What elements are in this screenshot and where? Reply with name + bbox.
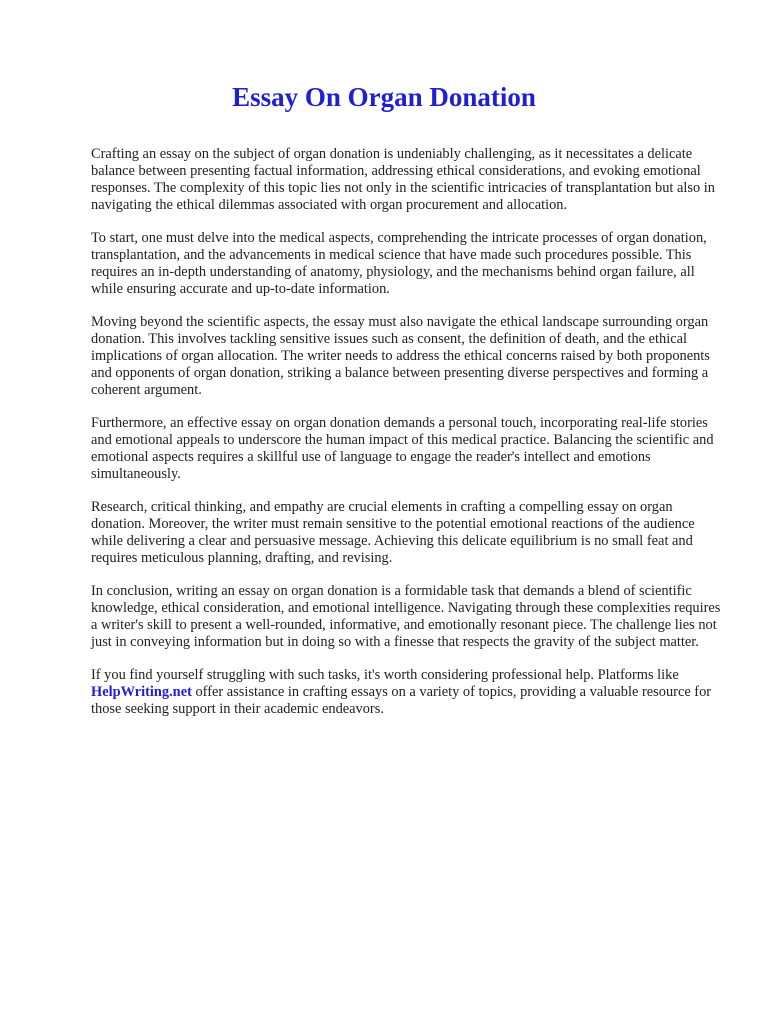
- closing-text-before-link: If you find yourself struggling with such tasks, it's worth considering professional help. Platforms like: [91, 667, 679, 683]
- essay-body: [91, 146, 723, 734]
- paragraph-medical: To start, one must delve into the medical aspects, comprehending the intricate processes of organ donation, transplantation, and the advancements in medical science that have made such procedures possible. This requires an in-depth understanding of anatomy, physiology, and the mechanisms behind organ failure, all while ensuring accurate and up-to-date information.: [91, 230, 707, 297]
- paragraph-personal: Furthermore, an effective essay on organ donation demands a personal touch, incorporating real-life stories and emotional appeals to underscore the human impact of this medical practice. Balancing the scientific and emotional aspects requires a skillful use of language to engage the reader's intellect and emotions simultaneously.: [91, 415, 714, 482]
- paragraph-ethical: Moving beyond the scientific aspects, the essay must also navigate the ethical landscape surrounding organ donation. This involves tackling sensitive issues such as consent, the definition of death, and the ethical implications of organ allocation. The writer needs to address the ethical concerns raised by both proponents and opponents of organ donation, striking a balance between presenting diverse perspectives and forming a coherent argument.: [91, 314, 710, 398]
- page-title: Essay On Organ Donation: [232, 82, 536, 112]
- helpwriting-link[interactable]: HelpWriting.net: [91, 684, 192, 700]
- paragraph-intro: Crafting an essay on the subject of organ donation is undeniably challenging, as it necessitates a delicate balance between presenting factual information, addressing ethical considerations, and evoking emotional responses. The complexity of this topic lies not only in the scientific intricacies of transplantation but also in navigating the ethical dilemmas associated with organ procurement and allocation.: [91, 146, 715, 213]
- paragraph-closing: [91, 667, 723, 718]
- closing-text-after-link: offer assistance in crafting essays on a variety of topics, providing a valuable resource for those seeking support in their academic endeavors.: [91, 684, 712, 717]
- paragraph-research: Research, critical thinking, and empathy are crucial elements in crafting a compelling essay on organ donation. Moreover, the writer must remain sensitive to the potential emotional reactions of the audience while delivering a clear and persuasive message. Achieving this delicate equilibrium is no small feat and requires meticulous planning, drafting, and revising.: [91, 499, 695, 566]
- paragraph-conclusion: In conclusion, writing an essay on organ donation is a formidable task that demands a blend of scientific knowledge, ethical consideration, and emotional intelligence. Navigating through these complexities requires a writer's skill to present a well-rounded, informative, and emotionally resonant piece. The challenge lies not just in conveying information but in doing so with a finesse that respects the gravity of the subject matter.: [91, 583, 721, 650]
